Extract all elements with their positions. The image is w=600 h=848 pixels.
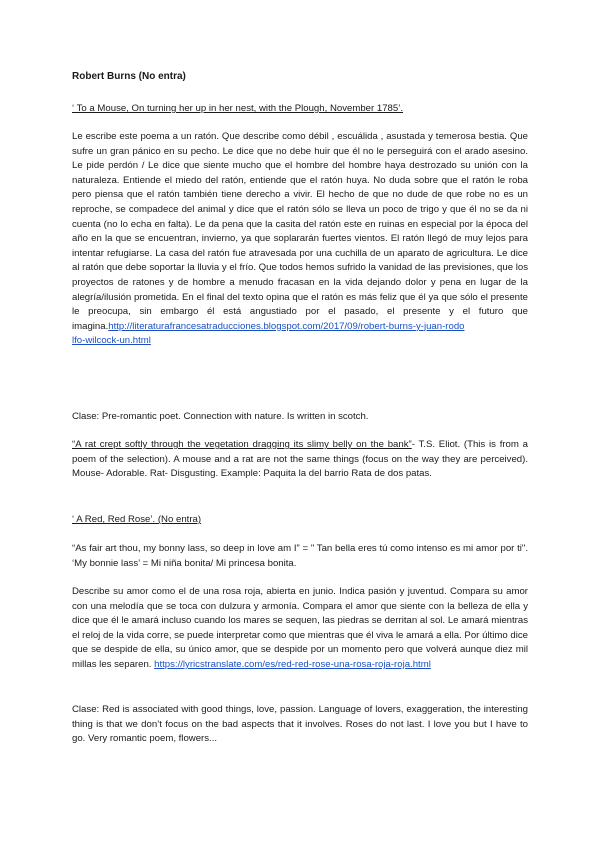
eliot-quote: “A rat crept softly through the vegetation dragging its slimy belly on the bank”	[72, 439, 412, 450]
paragraph-red-rose	[72, 585, 528, 673]
paragraph-text: Le escribe este poema a un ratón. Que describe como débil , escuálida , asustada y temerosa bestia. Que sufre un gran pánico en su pecho. Le dice que no debe huir que él no le perseguirá con el arado asesino. Le pide perdón / Le dice que siente mucho que el hombre del hombre haya destrozado su unión con la naturaleza. Entiende el miedo del ratón, entiende que el ratón huya. No duda sobre que el ratón le roba pero piensa que el ratón también tiene derecho a vivir. El hecho de que no dude de que robe no es un reproche, se compadece del animal y dice que el ratón sólo se lleva un poco de trigo y que él no se da ni cuenta (no lo echa en falta). Le da pena que la casita del ratón este en ruinas en especial por la época del año en la que se encuentran, invierno, ya que soplararán fuertes vientos. El ratón llegó de muy lejos para intentar refugiarse. La casa del ratón fue atravesada por una cuchilla de un aparato de agricultura. Le dice al ratón que debe soportar la lluvia y el frío. Que todos hemos sufrido la vanidad de las previsiones, que los proyectos de ratones y de hombre a menudo fracasan en la vida dejando dolor y pena en lugar de la alegría/ilusión prometida. En el final del texto opina que el ratón es más feliz que él ya que sólo el presente le preocupa, sin embargo él está angustiado por el pasado, el presente y el futuro que imagina.	[72, 131, 528, 332]
link-line-2: lfo-wilcock-un.html	[72, 335, 151, 347]
paragraph-text: Describe su amor como el de una rosa roja, abierta en junio. Indica pasión y juventud. Compara su amor con una melodía que se toca con dulzura y armonía. Compara el amor que siente con la belleza de ella y dice que él le amará incluso cuando los mares se sequen, las piedras se derritan al sol. Le amará mientras el reloj de la vida corre, se puede interpretar como que mientras que él viva le amará a ella. Por último dice que se despide de ella, su único amor, que se despide por un momento pero que volverá aunque diez mil millas les separen.	[72, 586, 528, 670]
link-line-1: http://literaturafrancesatraducciones.blogspot.com/2017/09/robert-burns-y-juan-rodo	[108, 320, 465, 332]
page-title: Robert Burns (No entra)	[72, 71, 186, 82]
paragraph-red-rose-quote: “As fair art thou, my bonny lass, so deep in love am I” = " Tan bella eres tú como intenso es mi amor por ti". ‘My bonnie lass’ = Mi niña bonita/ Mi princesa bonita.	[72, 543, 528, 569]
link-mouse-translation[interactable]	[72, 321, 465, 347]
clase-note-mouse: Clase: Pre-romantic poet. Connection with nature. Is written in scotch.	[72, 411, 369, 422]
paragraph-eliot	[72, 438, 528, 482]
eliot-text: - T.S. Eliot. (This is from a poem of the selection). A mouse and a rat are not the same things (focus on the way they are perceived). Mouse- Adorable. Rat- Disgusting. Example: Paquita la del barrio Rata de dos patas.	[72, 439, 528, 480]
poem-title-red-rose: ‘ A Red, Red Rose’. (No entra)	[72, 514, 202, 525]
clase-note-red-rose: Clase: Red is associated with good things, love, passion. Language of lovers, exaggeration, the interesting thing is that we don’t focus on the bad aspects that it involves. Roses do not last. I love you but I have to go. Very romantic poem, flowers...	[72, 704, 528, 745]
poem-title-to-a-mouse: ‘ To a Mouse, On turning her up in her nest, with the Plough, November 1785’.	[72, 103, 403, 114]
paragraph-to-a-mouse	[72, 130, 528, 349]
link-red-rose-translation[interactable]: https://lyricstranslate.com/es/red-red-rose-una-rosa-roja-roja.html	[154, 658, 431, 670]
